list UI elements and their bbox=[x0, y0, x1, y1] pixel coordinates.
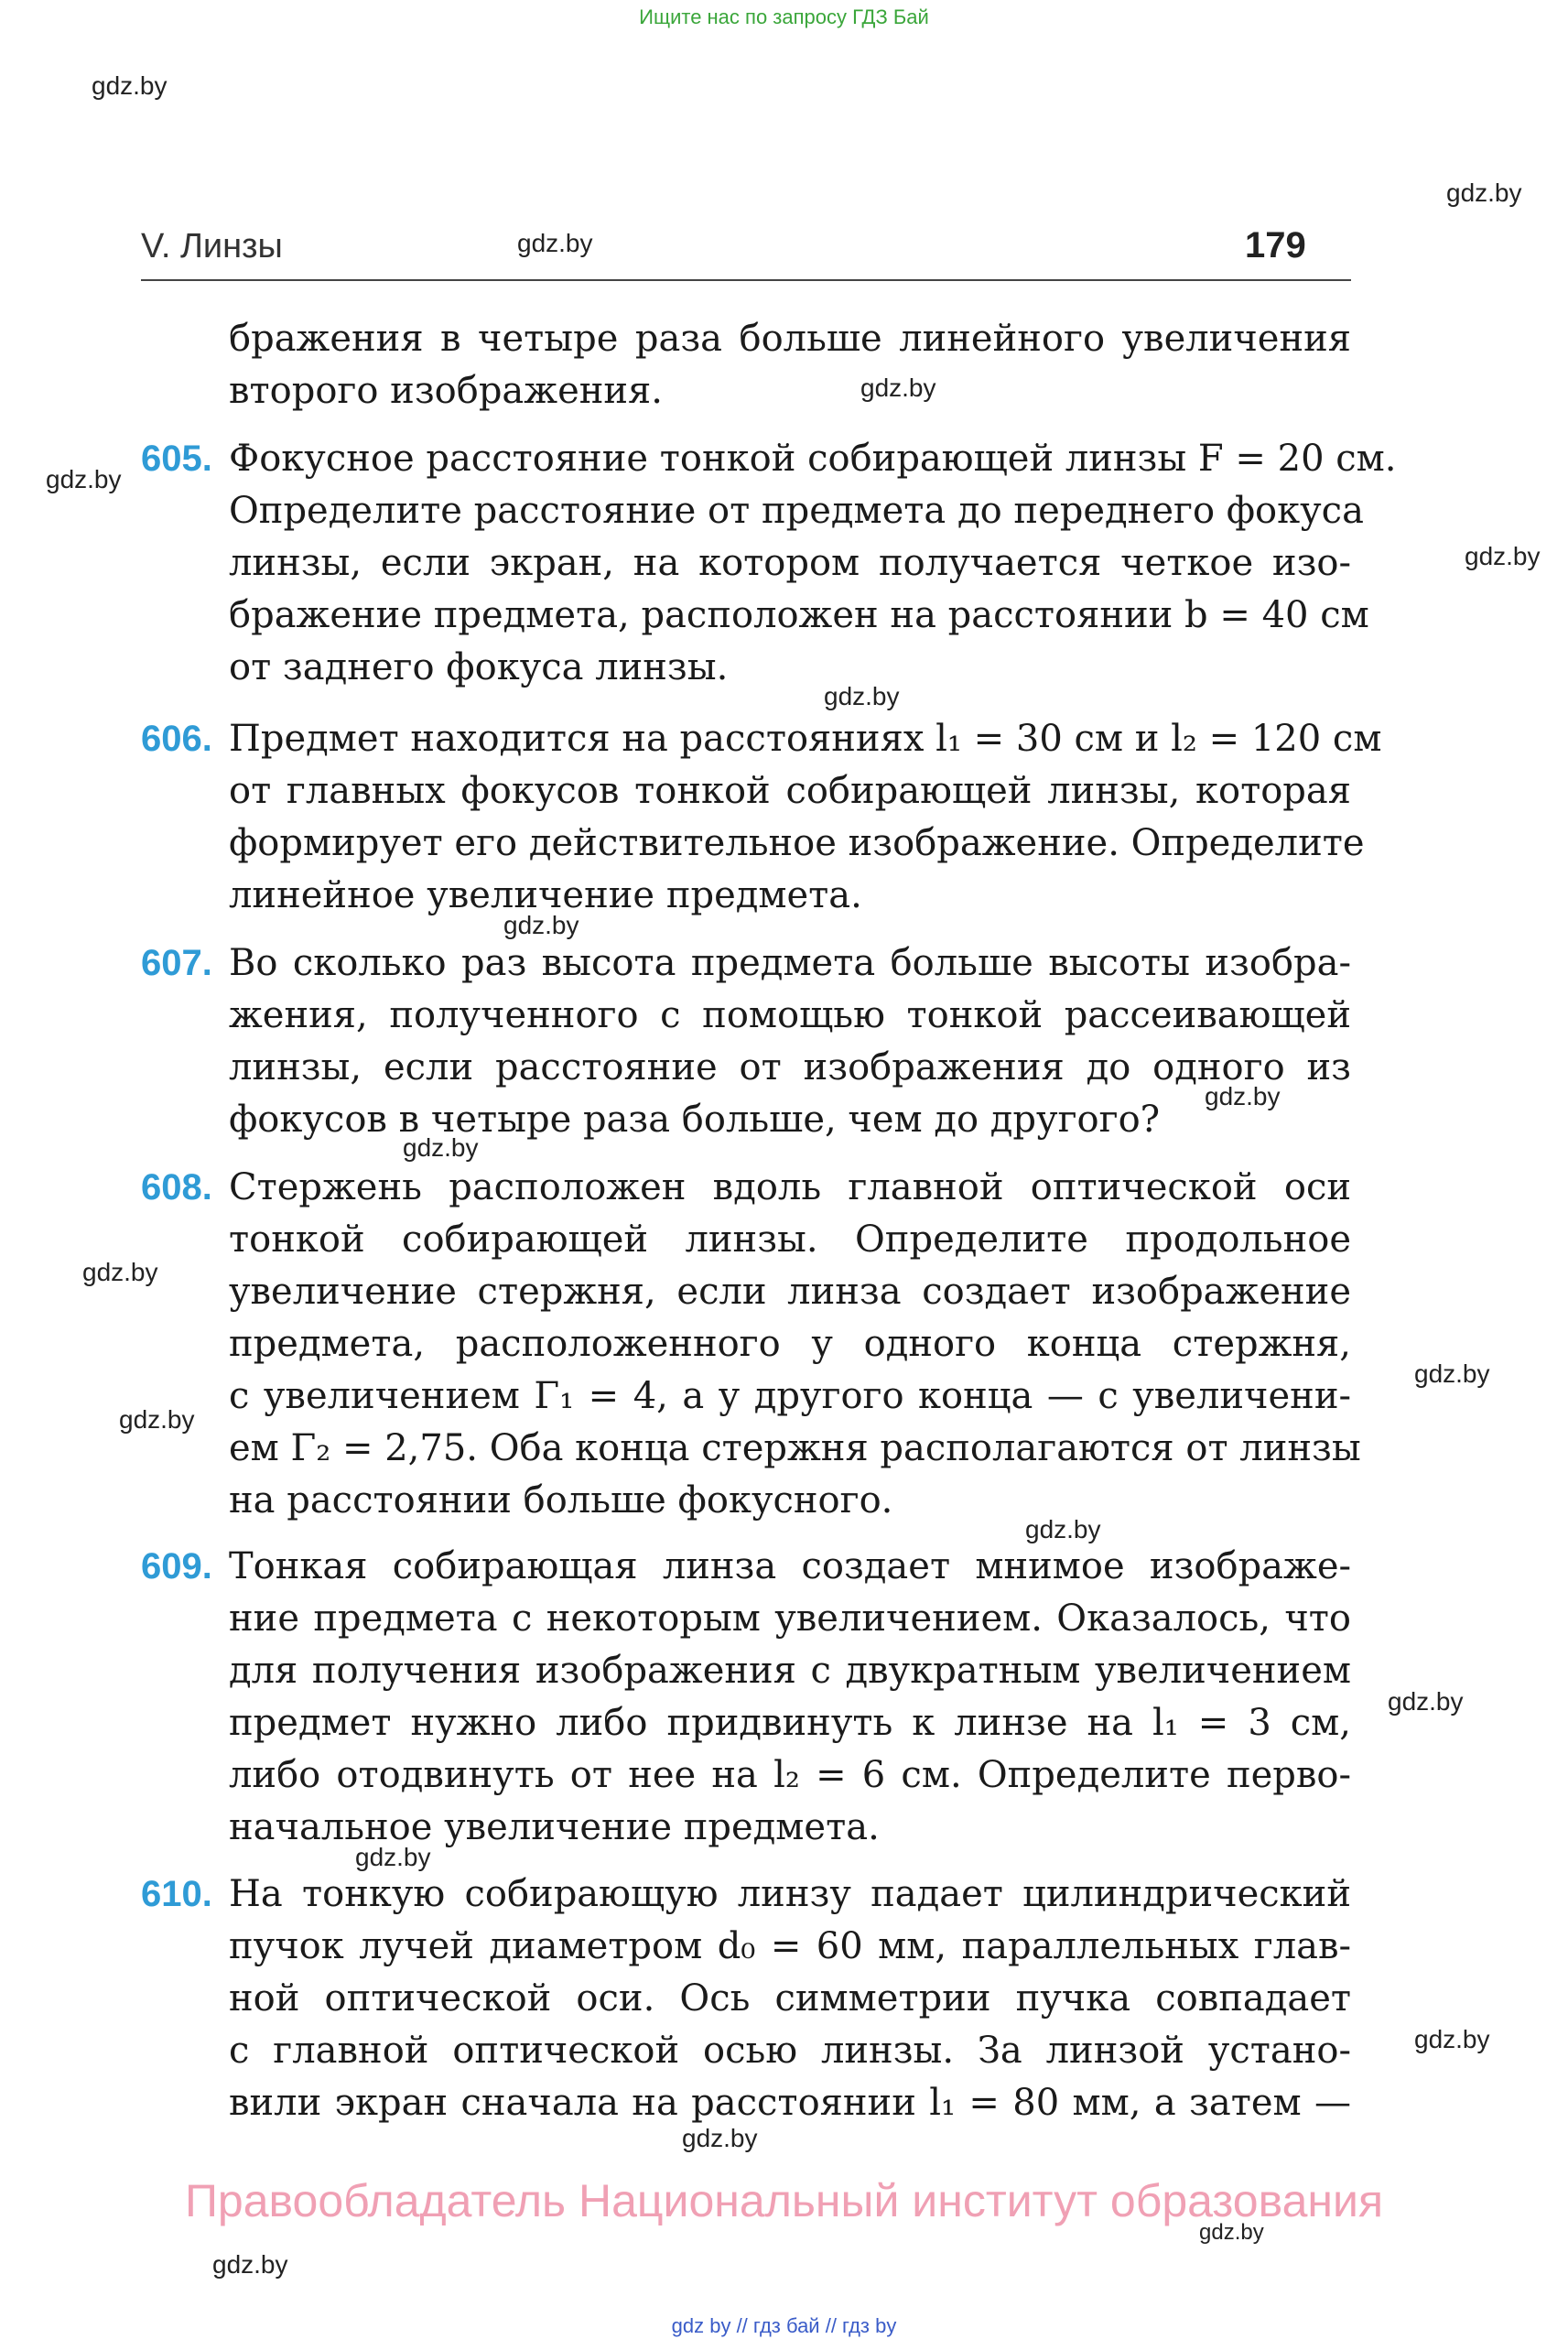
watermark: gdz.by bbox=[82, 1258, 158, 1286]
watermark: gdz.by bbox=[46, 465, 122, 493]
text-line: ние предмета с некоторым увеличением. Оказалось, что bbox=[229, 1597, 1351, 1640]
text-line: формирует его действительное изображение. Определите bbox=[229, 822, 1365, 864]
watermark: gdz.by bbox=[1414, 1359, 1490, 1388]
problem-number: 607. bbox=[141, 943, 212, 983]
problem-607-text bbox=[229, 937, 1351, 1146]
text-line: тонкой собирающей линзы. Определите продольное bbox=[229, 1218, 1351, 1261]
problem-608-text bbox=[229, 1162, 1361, 1527]
watermark: gdz.by bbox=[1025, 1515, 1101, 1543]
text-line: Тонкая собирающая линза создает мнимое изображе- bbox=[229, 1545, 1351, 1587]
copyright-notice: Правообладатель Национальный институт образования bbox=[184, 2175, 1384, 2226]
section-title: V. Линзы bbox=[141, 227, 283, 265]
watermark: gdz.by bbox=[1199, 2220, 1264, 2245]
text-line: ем Γ₂ = 2,75. Оба конца стержня располагаются от линзы bbox=[229, 1427, 1361, 1469]
problem-number: 609. bbox=[141, 1546, 212, 1587]
text-line: предмет нужно либо придвинуть к линзе на l₁ = 3 см, bbox=[229, 1702, 1351, 1744]
top-banner: Ищите нас по запросу ГДЗ Бай bbox=[639, 5, 929, 28]
text-line: Фокусное расстояние тонкой собирающей линзы F = 20 см. bbox=[229, 438, 1397, 480]
text-line: На тонкую собирающую линзу падает цилиндрический bbox=[229, 1873, 1351, 1915]
text-line: увеличение стержня, если линза создает изображение bbox=[229, 1271, 1351, 1313]
problem-605-text bbox=[229, 433, 1397, 694]
text-line: с главной оптической осью линзы. За линзой устано- bbox=[229, 2030, 1351, 2072]
text-line: Предмет находится на расстояниях l₁ = 30 см и l₂ = 120 см bbox=[229, 718, 1382, 760]
header-rule bbox=[141, 279, 1351, 281]
text-line: вили экран сначала на расстоянии l₁ = 80 мм, а затем — bbox=[229, 2082, 1351, 2124]
text-line: либо отодвинуть от нее на l₂ = 6 см. Определите перво- bbox=[229, 1754, 1351, 1796]
text-line: начальное увеличение предмета. bbox=[229, 1806, 880, 1848]
text-line: для получения изображения с двукратным увеличением bbox=[229, 1650, 1351, 1692]
problem-number: 605. bbox=[141, 439, 212, 479]
watermark: gdz.by bbox=[1388, 1687, 1464, 1716]
problem-606-text bbox=[229, 713, 1382, 922]
watermark: gdz.by bbox=[860, 374, 936, 402]
problem-number: 608. bbox=[141, 1167, 212, 1207]
watermark: gdz.by bbox=[824, 682, 900, 710]
text-line: линейное увеличение предмета. bbox=[229, 874, 862, 916]
text-line: с увеличением Γ₁ = 4, а у другого конца — с увеличени- bbox=[229, 1375, 1351, 1417]
text-line: второго изображения. bbox=[229, 370, 664, 412]
watermark: gdz.by bbox=[1414, 2025, 1490, 2053]
problem-number: 610. bbox=[141, 1874, 212, 1914]
watermark: gdz.by bbox=[503, 911, 579, 939]
text-line: бражения в четыре раза больше линейного увеличения bbox=[229, 318, 1351, 360]
continuation-text bbox=[229, 313, 1351, 417]
text-line: линзы, если расстояние от изображения до одного из bbox=[229, 1046, 1351, 1088]
problem-number: 606. bbox=[141, 719, 212, 759]
watermark: gdz.by bbox=[682, 2124, 758, 2152]
watermark: gdz.by bbox=[119, 1405, 195, 1434]
text-line: ной оптической оси. Ось симметрии пучка совпадает bbox=[229, 1977, 1351, 2020]
text-line: Определите расстояние от предмета до переднего фокуса bbox=[229, 490, 1364, 532]
watermark: gdz.by bbox=[1446, 179, 1522, 207]
footer-links[interactable]: gdz by // гдз бай // гдз by bbox=[671, 2314, 897, 2337]
watermark: gdz.by bbox=[355, 1843, 431, 1871]
problem-609-text bbox=[229, 1541, 1351, 1854]
text-line: фокусов в четыре раза больше, чем до другого? bbox=[229, 1099, 1161, 1141]
text-line: пучок лучей диаметром d₀ = 60 мм, параллельных глав- bbox=[229, 1925, 1351, 1967]
text-line: линзы, если экран, на котором получается четкое изо- bbox=[229, 542, 1351, 584]
text-line: от главных фокусов тонкой собирающей линзы, которая bbox=[229, 770, 1351, 812]
text-line: бражение предмета, расположен на расстоянии b = 40 см bbox=[229, 594, 1369, 636]
watermark: gdz.by bbox=[1465, 542, 1541, 570]
watermark: gdz.by bbox=[92, 71, 168, 100]
text-line: Стержень расположен вдоль главной оптической оси bbox=[229, 1166, 1351, 1208]
text-line: на расстоянии больше фокусного. bbox=[229, 1479, 893, 1522]
text-line: предмета, расположенного у одного конца стержня, bbox=[229, 1323, 1351, 1365]
page-number: 179 bbox=[1245, 225, 1306, 265]
watermark: gdz.by bbox=[517, 229, 593, 257]
problem-610-text bbox=[229, 1868, 1351, 2129]
text-line: от заднего фокуса линзы. bbox=[229, 646, 729, 688]
watermark: gdz.by bbox=[212, 2250, 288, 2279]
text-line: Во сколько раз высота предмета больше высоты изобра- bbox=[229, 942, 1351, 984]
text-line: жения, полученного с помощью тонкой рассеивающей bbox=[229, 994, 1351, 1036]
watermark: gdz.by bbox=[1205, 1082, 1281, 1110]
watermark: gdz.by bbox=[403, 1133, 479, 1162]
